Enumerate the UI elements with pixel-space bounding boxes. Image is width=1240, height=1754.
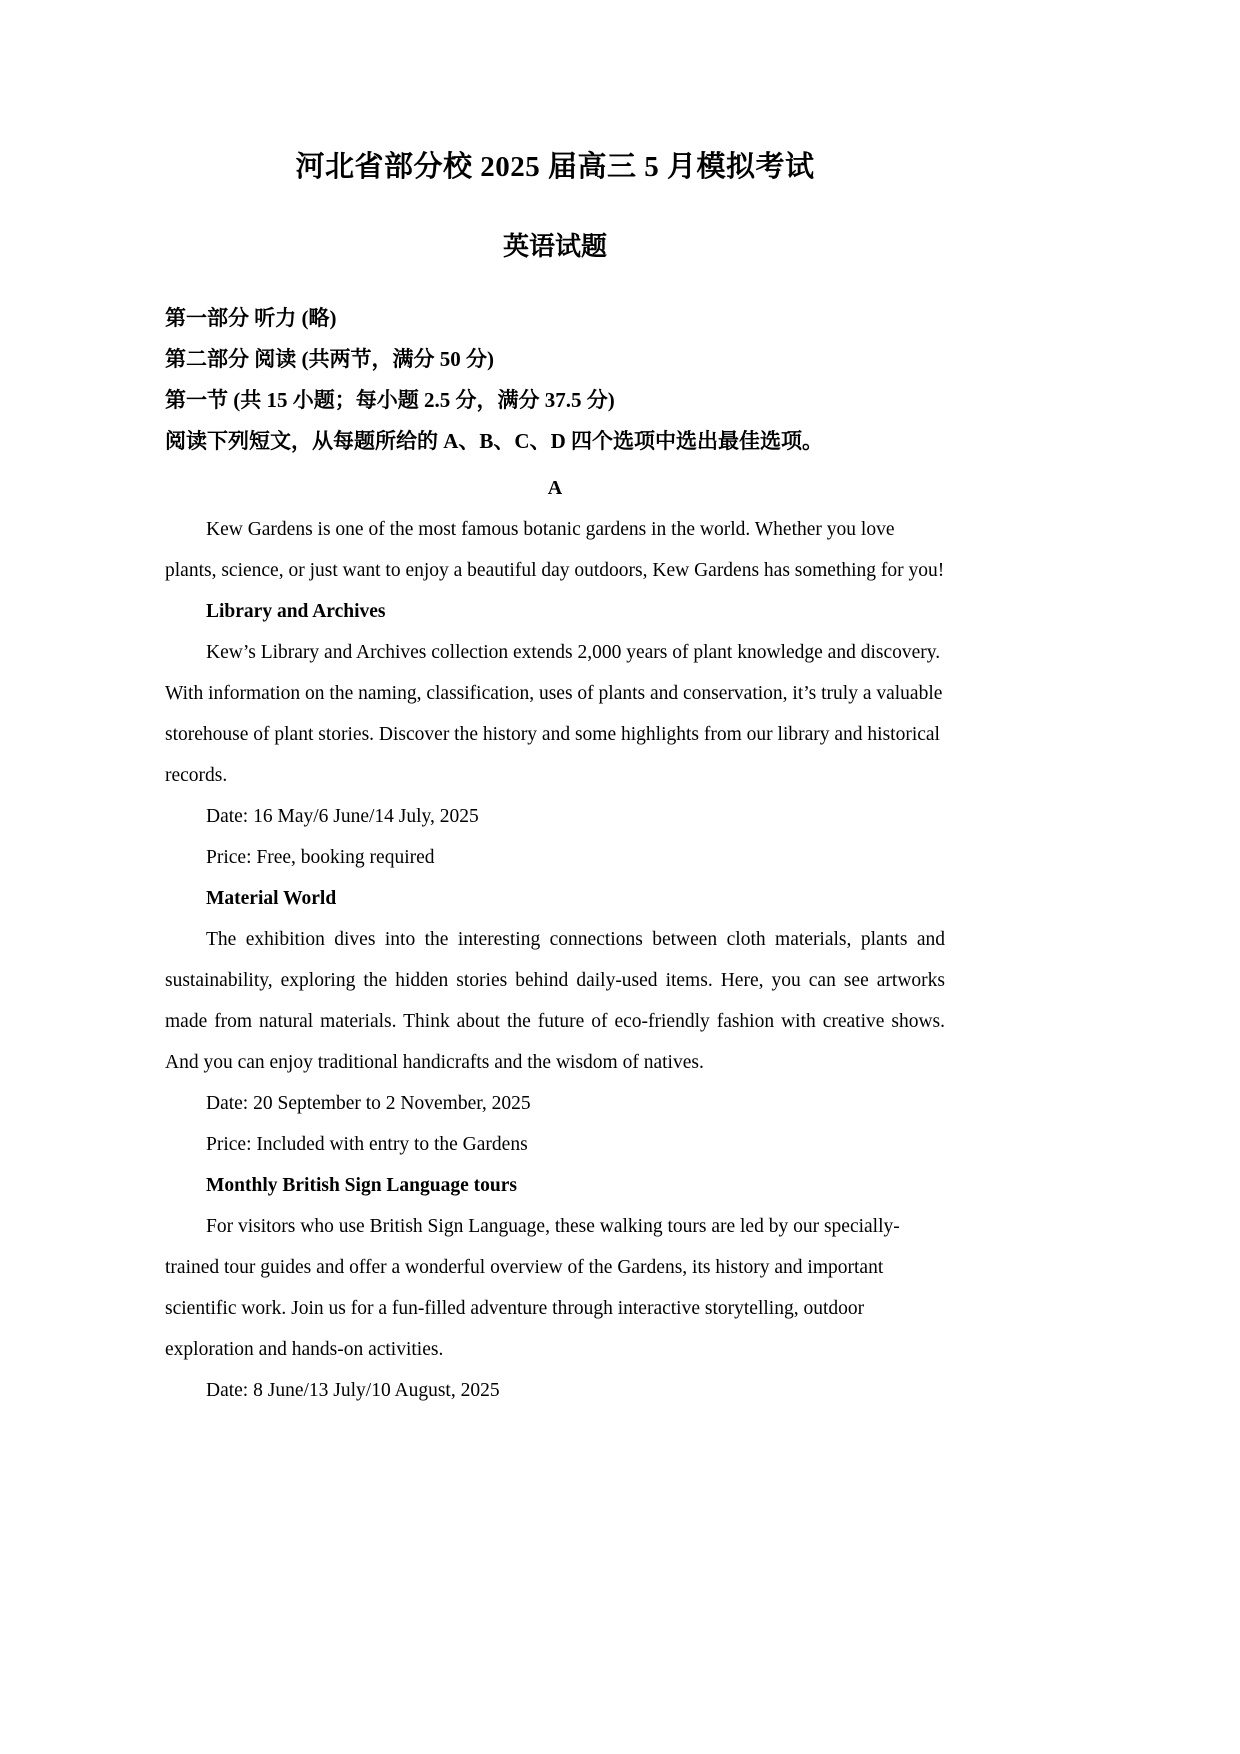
- page-content: [165, 0, 945, 1411]
- instruction-line-choose-best: 阅读下列短文，从每题所给的 A、B、C、D 四个选项中选出最佳选项。: [165, 428, 824, 453]
- event-heading: Material World: [206, 887, 337, 909]
- page-subtitle: 英语试题: [502, 231, 607, 261]
- page-title: 河北省部分校 2025 届高三 5 月模拟考试: [295, 151, 815, 183]
- event-body: Kew’s Library and Archives collection extends 2,000 years of plant knowledge and discovery. With information on the naming, classification, uses of plants and conservation, it’s truly a valuable storehouse of plant stories. Discover the history and some highlights from our library and historical records.: [165, 641, 943, 786]
- instruction-line-section-one: 第一节 (共 15 小题；每小题 2.5 分，满分 37.5 分): [165, 387, 615, 412]
- event-date: Date: 8 June/13 July/10 August, 2025: [206, 1379, 500, 1401]
- instruction-line-reading: 第二部分 阅读 (共两节，满分 50 分): [165, 346, 494, 371]
- passage-letter: A: [547, 476, 563, 499]
- event-date: Date: 16 May/6 June/14 July, 2025: [206, 805, 479, 827]
- event-date: Date: 20 September to 2 November, 2025: [206, 1092, 531, 1114]
- event-body: The exhibition dives into the interesting connections between cloth materials, plants and sustainability, exploring the hidden stories behind daily-used items. Here, you can see artworks made from natural materials. Think about the future of eco-friendly fashion with creative shows. And you can enjoy traditional handicrafts and the wisdom of natives.: [165, 928, 945, 1073]
- instruction-line-listening: 第一部分 听力 (略): [165, 305, 337, 330]
- passage-intro-paragraph: Kew Gardens is one of the most famous botanic gardens in the world. Whether you love plants, science, or just want to enjoy a beautiful day outdoors, Kew Gardens has something for you!: [165, 518, 945, 581]
- event-price: Price: Included with entry to the Gardens: [206, 1133, 528, 1155]
- event-heading: Monthly British Sign Language tours: [206, 1174, 517, 1196]
- event-heading: Library and Archives: [206, 600, 386, 622]
- event-body: For visitors who use British Sign Language, these walking tours are led by our specially-trained tour guides and offer a wonderful overview of the Gardens, its history and important scientific work. Join us for a fun-filled adventure through interactive storytelling, outdoor exploration and hands-on activities.: [165, 1215, 900, 1360]
- event-price: Price: Free, booking required: [206, 846, 435, 868]
- instructions-block: [165, 262, 945, 462]
